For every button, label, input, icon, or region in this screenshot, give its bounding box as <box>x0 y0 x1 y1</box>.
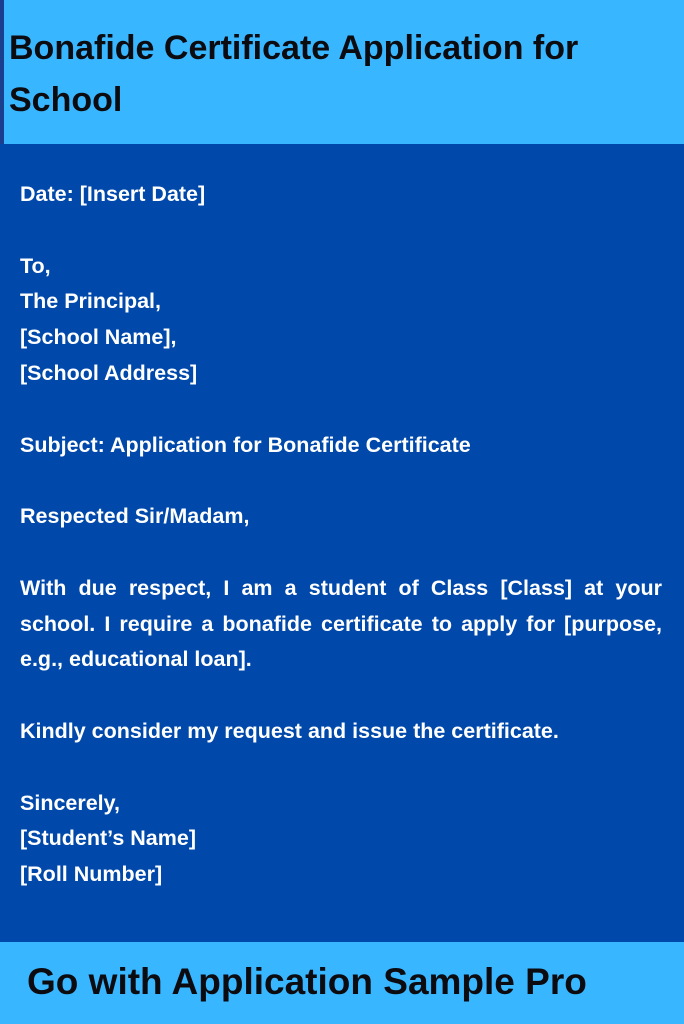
letter-school-address: [School Address] <box>20 360 198 385</box>
spacer <box>20 750 662 786</box>
spacer <box>20 463 662 499</box>
letter-subject: Subject: Application for Bonafide Certificate <box>20 432 471 457</box>
page-title: Bonafide Certificate Application for School <box>9 29 579 119</box>
spacer <box>20 535 662 571</box>
spacer <box>20 213 662 249</box>
letter-date: Date: [Insert Date] <box>20 182 206 206</box>
spacer <box>20 678 662 714</box>
letter-roll-number: [Roll Number] <box>20 862 163 887</box>
letter-body-paragraph: With due respect, I am a student of Class [Class] at your school. I require a bonafide certificate to apply for [purpose, e.g., educational loan]. <box>20 575 662 672</box>
letter-body <box>20 177 662 893</box>
footer-banner <box>0 942 684 1024</box>
letter-closing: Sincerely, <box>20 790 120 815</box>
footer-tagline: Go with Application Sample Pro <box>27 961 587 1002</box>
header-banner <box>0 0 684 144</box>
spacer <box>20 392 662 428</box>
letter-to: To, <box>20 253 51 278</box>
letter-request: Kindly consider my request and issue the certificate. <box>20 718 559 743</box>
letter-school-name: [School Name], <box>20 325 177 350</box>
letter-student-name: [Student’s Name] <box>20 826 196 851</box>
letter-recipient: The Principal, <box>20 289 161 314</box>
letter-salutation: Respected Sir/Madam, <box>20 504 250 529</box>
